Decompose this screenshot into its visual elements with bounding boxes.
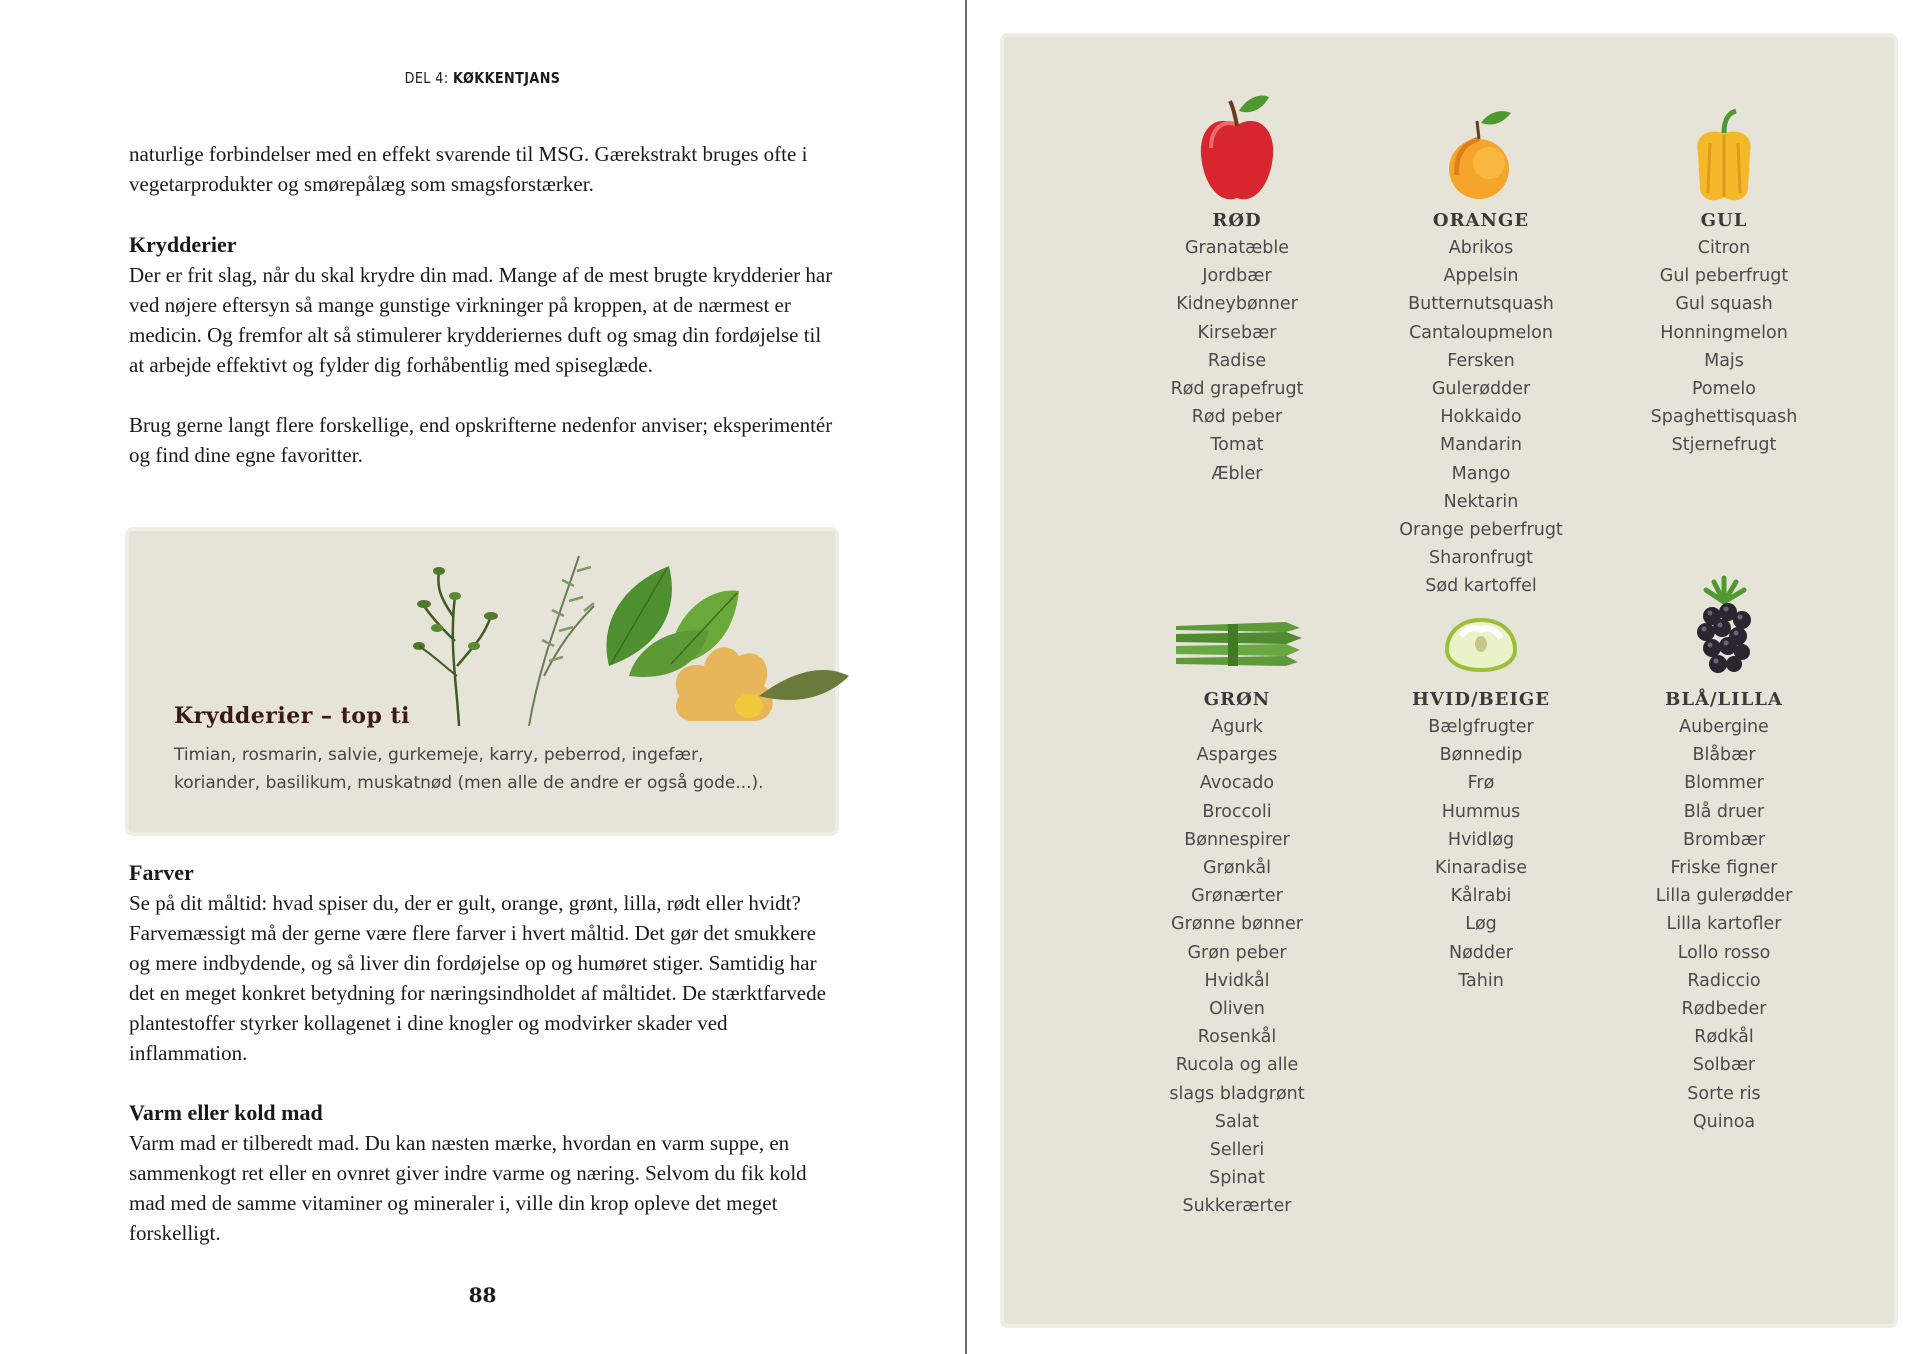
running-head xyxy=(72,69,892,87)
list-item: Abrikos xyxy=(1448,238,1514,258)
list-item: Kirsebær xyxy=(1197,322,1277,343)
list-item: Nødder xyxy=(1449,942,1513,963)
list-item: Hokkaido xyxy=(1440,407,1522,428)
list-item: Tomat xyxy=(1210,435,1264,456)
varm-kold-paragraph: Varm mad er tilberedt mad. Du kan næsten mærke, hvordan en varm suppe, en sammenkogt ret eller en ovnret giver indre varme og næring. Selvom du fik kold mad med de samme vitaminer og mineraler i, ville din krop opleve det meget forskelligt. xyxy=(129,1131,807,1245)
list-item: Rødbeder xyxy=(1681,999,1767,1020)
section-krydderier xyxy=(129,230,834,470)
color-group-yellow xyxy=(1604,93,1844,460)
list-item: Radise xyxy=(1207,350,1267,371)
list-item: Hvidløg xyxy=(1447,829,1515,850)
group-list-green xyxy=(1117,713,1357,1221)
list-item: Grønkål xyxy=(1203,858,1271,879)
list-item: Mandarin xyxy=(1440,435,1522,456)
list-item: Lilla gulerødder xyxy=(1655,886,1793,907)
list-item: Spaghettisquash xyxy=(1650,407,1798,428)
list-item: Nektarin xyxy=(1443,491,1519,512)
list-item: Rucola og alle xyxy=(1175,1055,1299,1076)
group-heading-red: RØD xyxy=(1212,210,1262,231)
group-heading-white: HVID/BEIGE xyxy=(1411,689,1551,710)
list-item: Mango xyxy=(1451,463,1511,484)
group-list-purple xyxy=(1604,713,1844,1136)
list-item: Sød kartoffel xyxy=(1425,576,1537,597)
list-item: Avocado xyxy=(1199,773,1275,794)
running-head-title: KØKKENTJANS xyxy=(453,69,561,87)
list-item: Blå druer xyxy=(1683,801,1765,822)
section-varm-kold xyxy=(129,1098,834,1248)
list-item: Kidneybønner xyxy=(1176,294,1298,315)
asparagus-icon xyxy=(1172,572,1302,687)
group-list-red xyxy=(1117,234,1357,488)
group-heading-green: GRØN xyxy=(1203,689,1271,710)
group-heading-yellow: GUL xyxy=(1700,210,1748,231)
list-item: Grøn peber xyxy=(1187,942,1287,963)
spice-illustration xyxy=(379,546,949,726)
list-item: Pomelo xyxy=(1691,379,1757,400)
list-item: Butternutsquash xyxy=(1408,294,1554,315)
list-item: Bælgfrugter xyxy=(1428,717,1534,737)
list-item: slags bladgrønt xyxy=(1169,1083,1305,1104)
section-heading-krydderier: Krydderier xyxy=(129,232,237,257)
spice-box xyxy=(129,531,835,832)
list-item: Kålrabi xyxy=(1450,886,1512,907)
yellow-pepper-icon xyxy=(1684,93,1764,208)
color-group-red xyxy=(1117,93,1357,488)
intro-paragraph xyxy=(129,139,834,199)
apple-slice-icon xyxy=(1441,572,1521,687)
spice-box-body: Timian, rosmarin, salvie, gurkemeje, karry, peberrod, ingefær, koriander, basilikum, muskatnød (men alle de andre er også gode...). xyxy=(174,745,764,793)
ginger-root-icon xyxy=(676,647,849,721)
color-groups-panel xyxy=(1004,37,1894,1324)
list-item: Blommer xyxy=(1684,773,1764,794)
list-item: Appelsin xyxy=(1443,266,1519,287)
spice-box-title: Krydderier – top ti xyxy=(174,703,411,729)
group-list-white xyxy=(1361,713,1601,995)
list-item: Citron xyxy=(1697,238,1751,258)
list-item: Selleri xyxy=(1209,1140,1265,1161)
section-heading-farver: Farver xyxy=(129,860,194,885)
section-heading-varm-kold: Varm eller kold mad xyxy=(129,1100,323,1125)
list-item: Cantaloupmelon xyxy=(1409,322,1553,343)
list-item: Løg xyxy=(1465,914,1497,935)
list-item: Brombær xyxy=(1682,829,1766,850)
list-item: Solbær xyxy=(1692,1055,1756,1076)
list-item: Jordbær xyxy=(1202,266,1272,287)
list-item: Majs xyxy=(1704,350,1744,371)
krydderier-paragraph-2: Brug gerne langt flere forskellige, end opskrifterne nedenfor anviser; eksperimentér og find dine egne favoritter. xyxy=(129,413,833,467)
list-item: Asparges xyxy=(1196,745,1278,766)
list-item: Bønnedip xyxy=(1439,745,1523,766)
list-item: Hvidkål xyxy=(1204,970,1270,991)
apple-icon xyxy=(1197,93,1277,208)
list-item: Lollo rosso xyxy=(1677,942,1771,963)
color-group-white xyxy=(1361,572,1601,995)
list-item: Gul squash xyxy=(1675,294,1773,315)
group-list-yellow xyxy=(1604,234,1844,460)
color-group-orange xyxy=(1361,93,1601,601)
list-item: Orange peberfrugt xyxy=(1399,520,1563,541)
group-heading-purple: BLÅ/LILLA xyxy=(1665,689,1783,710)
list-item: Stjernefrugt xyxy=(1671,435,1777,456)
list-item: Granatæble xyxy=(1184,238,1290,258)
list-item: Bønnespirer xyxy=(1184,829,1290,850)
list-item: Blåbær xyxy=(1692,745,1756,766)
list-item: Quinoa xyxy=(1692,1111,1756,1132)
list-item: Sorte ris xyxy=(1687,1083,1761,1104)
list-item: Grønne bønner xyxy=(1171,914,1303,935)
list-item: Frø xyxy=(1467,773,1495,794)
list-item: Sukkerærter xyxy=(1182,1196,1292,1217)
list-item: Radiccio xyxy=(1687,970,1761,991)
list-item: Broccoli xyxy=(1202,801,1272,822)
list-item: Kinaradise xyxy=(1435,858,1527,879)
rosemary-icon xyxy=(529,556,594,726)
list-item: Honningmelon xyxy=(1660,322,1788,343)
list-item: Fersken xyxy=(1447,350,1515,371)
list-item: Agurk xyxy=(1211,717,1263,737)
list-item: Friske figner xyxy=(1670,858,1778,879)
blackberry-icon xyxy=(1684,572,1764,687)
list-item: Rød peber xyxy=(1191,407,1283,428)
color-group-green xyxy=(1117,572,1357,1221)
group-list-orange xyxy=(1361,234,1601,601)
intro-text: naturlige forbindelser med en effekt svarende til MSG. Gærekstrakt bruges ofte i vegetarprodukter og smørepålæg som smagsforstærker. xyxy=(129,142,808,196)
list-item: Spinat xyxy=(1209,1168,1265,1189)
list-item: Sharonfrugt xyxy=(1429,548,1533,569)
farver-paragraph: Se på dit måltid: hvad spiser du, der er gult, orange, grønt, lilla, rødt eller hvidt? Farvemæssigt må der gerne være flere farver i hvert måltid. Det gør det smukkere og mere indbydende, og så liver din fordøjelse op og humøret stiger. Samtidig har det en meget konkret betydning for næringsindholdet af måltidet. De stærktfarvede plantestoffer styrker kollagenet i dine knogler og modvirker skader ved inflammation. xyxy=(129,891,826,1065)
thyme-icon xyxy=(413,567,498,726)
running-head-prefix: DEL 4: xyxy=(404,69,454,87)
right-page xyxy=(967,0,1920,1354)
list-item: Rød grapefrugt xyxy=(1170,379,1304,400)
list-item: Tahin xyxy=(1458,970,1504,991)
list-item: Rosenkål xyxy=(1197,1027,1277,1048)
apricot-icon xyxy=(1441,93,1521,208)
list-item: Æbler xyxy=(1211,463,1263,484)
krydderier-paragraph-1: Der er frit slag, når du skal krydre din mad. Mange af de mest brugte krydderier har ved nøjere eftersyn så mange gunstige virkninger på kroppen, at de nærmest er medicin. Og fremfor alt så stimulerer krydderiernes duft og smag din fordøjelse til at arbejde effektivt og fylder dig forhåbentlig med spiseglæde. xyxy=(129,263,833,377)
list-item: Oliven xyxy=(1209,999,1265,1020)
section-farver xyxy=(129,858,834,1068)
list-item: Salat xyxy=(1214,1111,1260,1132)
color-group-purple xyxy=(1604,572,1844,1136)
list-item: Lilla kartofler xyxy=(1666,914,1782,935)
list-item: Aubergine xyxy=(1679,717,1769,737)
list-item: Gul peberfrugt xyxy=(1659,266,1789,287)
list-item: Rødkål xyxy=(1694,1027,1754,1048)
list-item: Gulerødder xyxy=(1431,379,1531,400)
group-heading-orange: ORANGE xyxy=(1432,210,1530,231)
page-number: 88 xyxy=(468,1283,497,1307)
list-item: Hummus xyxy=(1441,801,1521,822)
list-item: Grønærter xyxy=(1191,886,1283,907)
